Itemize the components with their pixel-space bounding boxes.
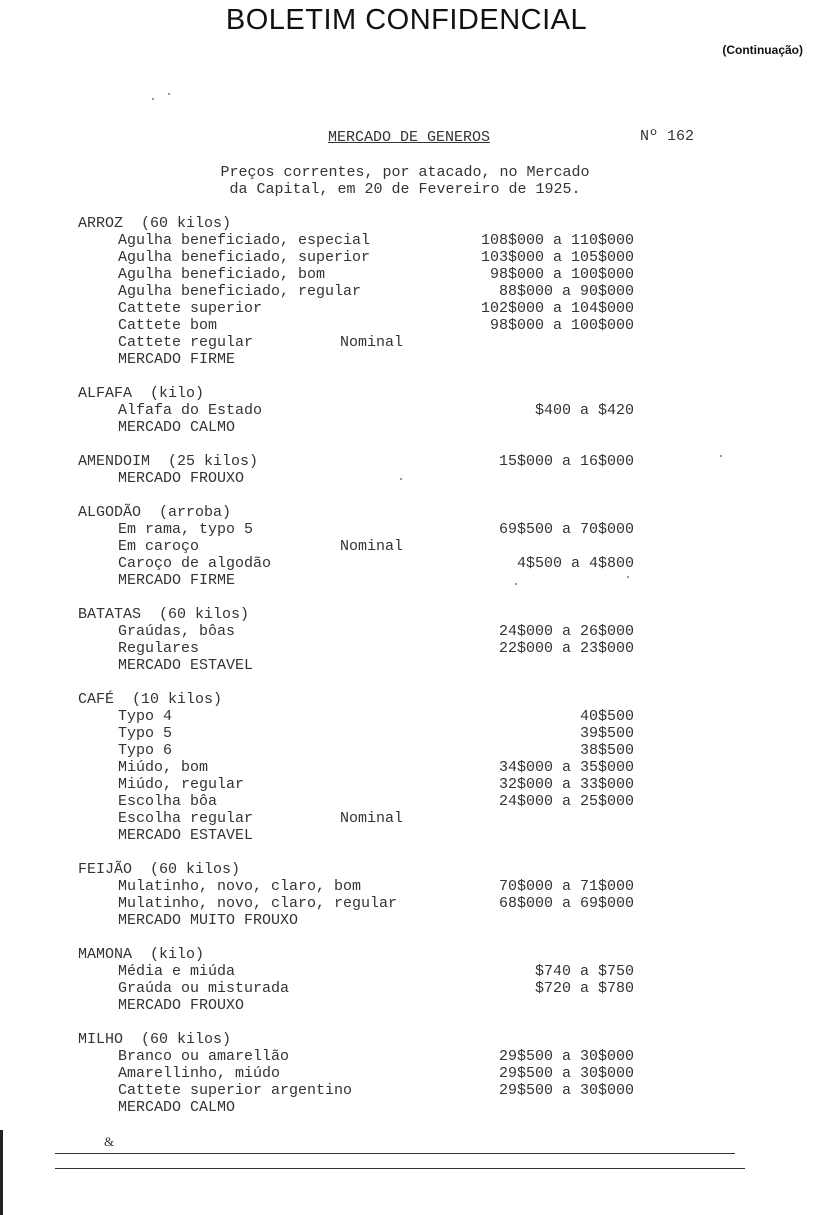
nominal-label: Nominal bbox=[340, 334, 404, 351]
category-row bbox=[78, 215, 798, 232]
category-heading: BATATAS (60 kilos) bbox=[78, 606, 250, 623]
scan-speck bbox=[627, 576, 629, 578]
item-price: 29$500 a 30$000 bbox=[498, 1082, 634, 1099]
category-row bbox=[78, 691, 798, 708]
item-price: 29$500 a 30$000 bbox=[498, 1065, 634, 1082]
price-row bbox=[78, 283, 798, 300]
price-row bbox=[78, 793, 798, 810]
subtitle-line-1: Preços correntes, por atacado, no Mercado bbox=[220, 164, 590, 181]
item-price: 39$500 bbox=[579, 725, 634, 742]
subtitle-line-2: da Capital, em 20 de Fevereiro de 1925. bbox=[229, 181, 581, 198]
item-price: 24$000 a 25$000 bbox=[498, 793, 634, 810]
price-row bbox=[78, 725, 798, 742]
item-name: Typo 4 bbox=[118, 708, 173, 725]
price-row bbox=[78, 249, 798, 266]
market-status: MERCADO CALMO bbox=[118, 1099, 236, 1116]
scan-edge-mark bbox=[0, 1130, 3, 1215]
item-name: Amarellinho, miúdo bbox=[118, 1065, 281, 1082]
market-status: MERCADO FIRME bbox=[118, 572, 236, 589]
item-price: 22$000 a 23$000 bbox=[498, 640, 634, 657]
scan-speck bbox=[168, 93, 170, 95]
footer-rule-bottom bbox=[55, 1168, 745, 1169]
category-block bbox=[78, 453, 798, 487]
price-row bbox=[78, 1065, 798, 1082]
item-price: 70$000 a 71$000 bbox=[498, 878, 634, 895]
item-name: Regulares bbox=[118, 640, 200, 657]
footer-mark: & bbox=[104, 1134, 115, 1149]
price-row bbox=[78, 317, 798, 334]
item-name: Alfafa do Estado bbox=[118, 402, 263, 419]
category-row bbox=[78, 385, 798, 402]
item-name: Em rama, typo 5 bbox=[118, 521, 254, 538]
item-name: Agulha beneficiado, superior bbox=[118, 249, 371, 266]
scan-speck bbox=[515, 583, 517, 585]
category-row bbox=[78, 861, 798, 878]
market-status-row bbox=[78, 351, 798, 368]
price-list bbox=[78, 215, 798, 1133]
category-block bbox=[78, 691, 798, 844]
market-status-row bbox=[78, 419, 798, 436]
category-row bbox=[78, 453, 798, 470]
market-status: MERCADO MUITO FROUXO bbox=[118, 912, 299, 929]
item-name: Agulha beneficiado, especial bbox=[118, 232, 371, 249]
category-heading: MAMONA (kilo) bbox=[78, 946, 205, 963]
nominal-label: Nominal bbox=[340, 810, 404, 827]
item-name: Graúda ou misturada bbox=[118, 980, 290, 997]
item-name: Graúdas, bôas bbox=[118, 623, 236, 640]
item-price: $720 a $780 bbox=[534, 980, 634, 997]
price-row bbox=[78, 1082, 798, 1099]
price-row bbox=[78, 623, 798, 640]
item-name: Typo 5 bbox=[118, 725, 173, 742]
price-row bbox=[78, 402, 798, 419]
bulletin-number: Nº 162 bbox=[640, 128, 695, 145]
market-status: MERCADO CALMO bbox=[118, 419, 236, 436]
item-name: Typo 6 bbox=[118, 742, 173, 759]
price-row bbox=[78, 776, 798, 793]
category-heading: ALGODÃO (arroba) bbox=[78, 504, 232, 521]
nominal-label: Nominal bbox=[340, 538, 404, 555]
category-row bbox=[78, 606, 798, 623]
item-name: Cattete superior bbox=[118, 300, 263, 317]
category-block bbox=[78, 504, 798, 589]
price-row bbox=[78, 759, 798, 776]
item-price: 40$500 bbox=[579, 708, 634, 725]
price-row bbox=[78, 555, 798, 572]
item-price: 29$500 a 30$000 bbox=[498, 1048, 634, 1065]
item-price: 69$500 a 70$000 bbox=[498, 521, 634, 538]
market-status-row bbox=[78, 997, 798, 1014]
item-price: 103$000 a 105$000 bbox=[480, 249, 634, 266]
report-subtitle bbox=[170, 164, 640, 198]
price-row bbox=[78, 334, 798, 351]
price-row bbox=[78, 963, 798, 980]
item-price: 108$000 a 110$000 bbox=[480, 232, 634, 249]
market-status: MERCADO FROUXO bbox=[118, 470, 245, 487]
price-row bbox=[78, 878, 798, 895]
price-row bbox=[78, 1048, 798, 1065]
category-block bbox=[78, 946, 798, 1014]
item-price: 98$000 a 100$000 bbox=[489, 266, 634, 283]
category-heading: ALFAFA (kilo) bbox=[78, 385, 205, 402]
scan-speck bbox=[720, 455, 722, 457]
market-status: MERCADO ESTAVEL bbox=[118, 827, 254, 844]
item-name: Agulha beneficiado, bom bbox=[118, 266, 326, 283]
category-block bbox=[78, 215, 798, 368]
price-row bbox=[78, 521, 798, 538]
item-price: 24$000 a 26$000 bbox=[498, 623, 634, 640]
price-row bbox=[78, 742, 798, 759]
scan-speck bbox=[400, 478, 402, 480]
price-row bbox=[78, 708, 798, 725]
market-status: MERCADO FIRME bbox=[118, 351, 236, 368]
item-name: Caroço de algodão bbox=[118, 555, 272, 572]
item-name: Média e miúda bbox=[118, 963, 236, 980]
category-block bbox=[78, 606, 798, 674]
category-block bbox=[78, 1031, 798, 1116]
item-price: 32$000 a 33$000 bbox=[498, 776, 634, 793]
item-name: Miúdo, bom bbox=[118, 759, 209, 776]
market-status-row bbox=[78, 1099, 798, 1116]
item-price: 4$500 a 4$800 bbox=[516, 555, 634, 572]
item-name: Miúdo, regular bbox=[118, 776, 245, 793]
item-name: Cattete regular bbox=[118, 334, 254, 351]
price-row bbox=[78, 232, 798, 249]
item-name: Cattete bom bbox=[118, 317, 218, 334]
item-name: Agulha beneficiado, regular bbox=[118, 283, 362, 300]
market-status: MERCADO ESTAVEL bbox=[118, 657, 254, 674]
item-name: Cattete superior argentino bbox=[118, 1082, 353, 1099]
section-title: MERCADO DE GENEROS bbox=[328, 129, 491, 146]
category-row bbox=[78, 504, 798, 521]
market-status-row bbox=[78, 827, 798, 844]
item-price: 38$500 bbox=[579, 742, 634, 759]
market-status-row bbox=[78, 572, 798, 589]
price-row bbox=[78, 640, 798, 657]
item-name: Escolha bôa bbox=[118, 793, 218, 810]
category-heading: FEIJÃO (60 kilos) bbox=[78, 861, 241, 878]
market-status-row bbox=[78, 657, 798, 674]
item-price: 98$000 a 100$000 bbox=[489, 317, 634, 334]
scan-speck bbox=[152, 98, 154, 100]
category-row bbox=[78, 1031, 798, 1048]
market-status-row bbox=[78, 912, 798, 929]
item-name: Escolha regular bbox=[118, 810, 254, 827]
item-price: 68$000 a 69$000 bbox=[498, 895, 634, 912]
price-row bbox=[78, 538, 798, 555]
category-heading: CAFÉ (10 kilos) bbox=[78, 691, 223, 708]
item-name: Branco ou amarellão bbox=[118, 1048, 290, 1065]
bulletin-title: BOLETIM CONFIDENCIAL bbox=[225, 4, 588, 36]
category-price: 15$000 a 16$000 bbox=[498, 453, 634, 470]
price-row bbox=[78, 300, 798, 317]
item-price: $400 a $420 bbox=[534, 402, 634, 419]
price-row bbox=[78, 810, 798, 827]
price-row bbox=[78, 895, 798, 912]
category-heading: ARROZ (60 kilos) bbox=[78, 215, 232, 232]
item-name: Mulatinho, novo, claro, bom bbox=[118, 878, 362, 895]
category-row bbox=[78, 946, 798, 963]
item-price: $740 a $750 bbox=[534, 963, 634, 980]
price-row bbox=[78, 980, 798, 997]
category-heading: AMENDOIM (25 kilos) bbox=[78, 453, 259, 470]
item-name: Mulatinho, novo, claro, regular bbox=[118, 895, 398, 912]
price-row bbox=[78, 266, 798, 283]
item-price: 88$000 a 90$000 bbox=[498, 283, 634, 300]
category-heading: MILHO (60 kilos) bbox=[78, 1031, 232, 1048]
item-price: 102$000 a 104$000 bbox=[480, 300, 634, 317]
item-price: 34$000 a 35$000 bbox=[498, 759, 634, 776]
market-status-row bbox=[78, 470, 798, 487]
market-status: MERCADO FROUXO bbox=[118, 997, 245, 1014]
category-block bbox=[78, 861, 798, 929]
continuation-label: (Continuação) bbox=[722, 43, 803, 57]
category-block bbox=[78, 385, 798, 436]
item-name: Em caroço bbox=[118, 538, 200, 555]
footer-rule-top bbox=[55, 1153, 735, 1154]
